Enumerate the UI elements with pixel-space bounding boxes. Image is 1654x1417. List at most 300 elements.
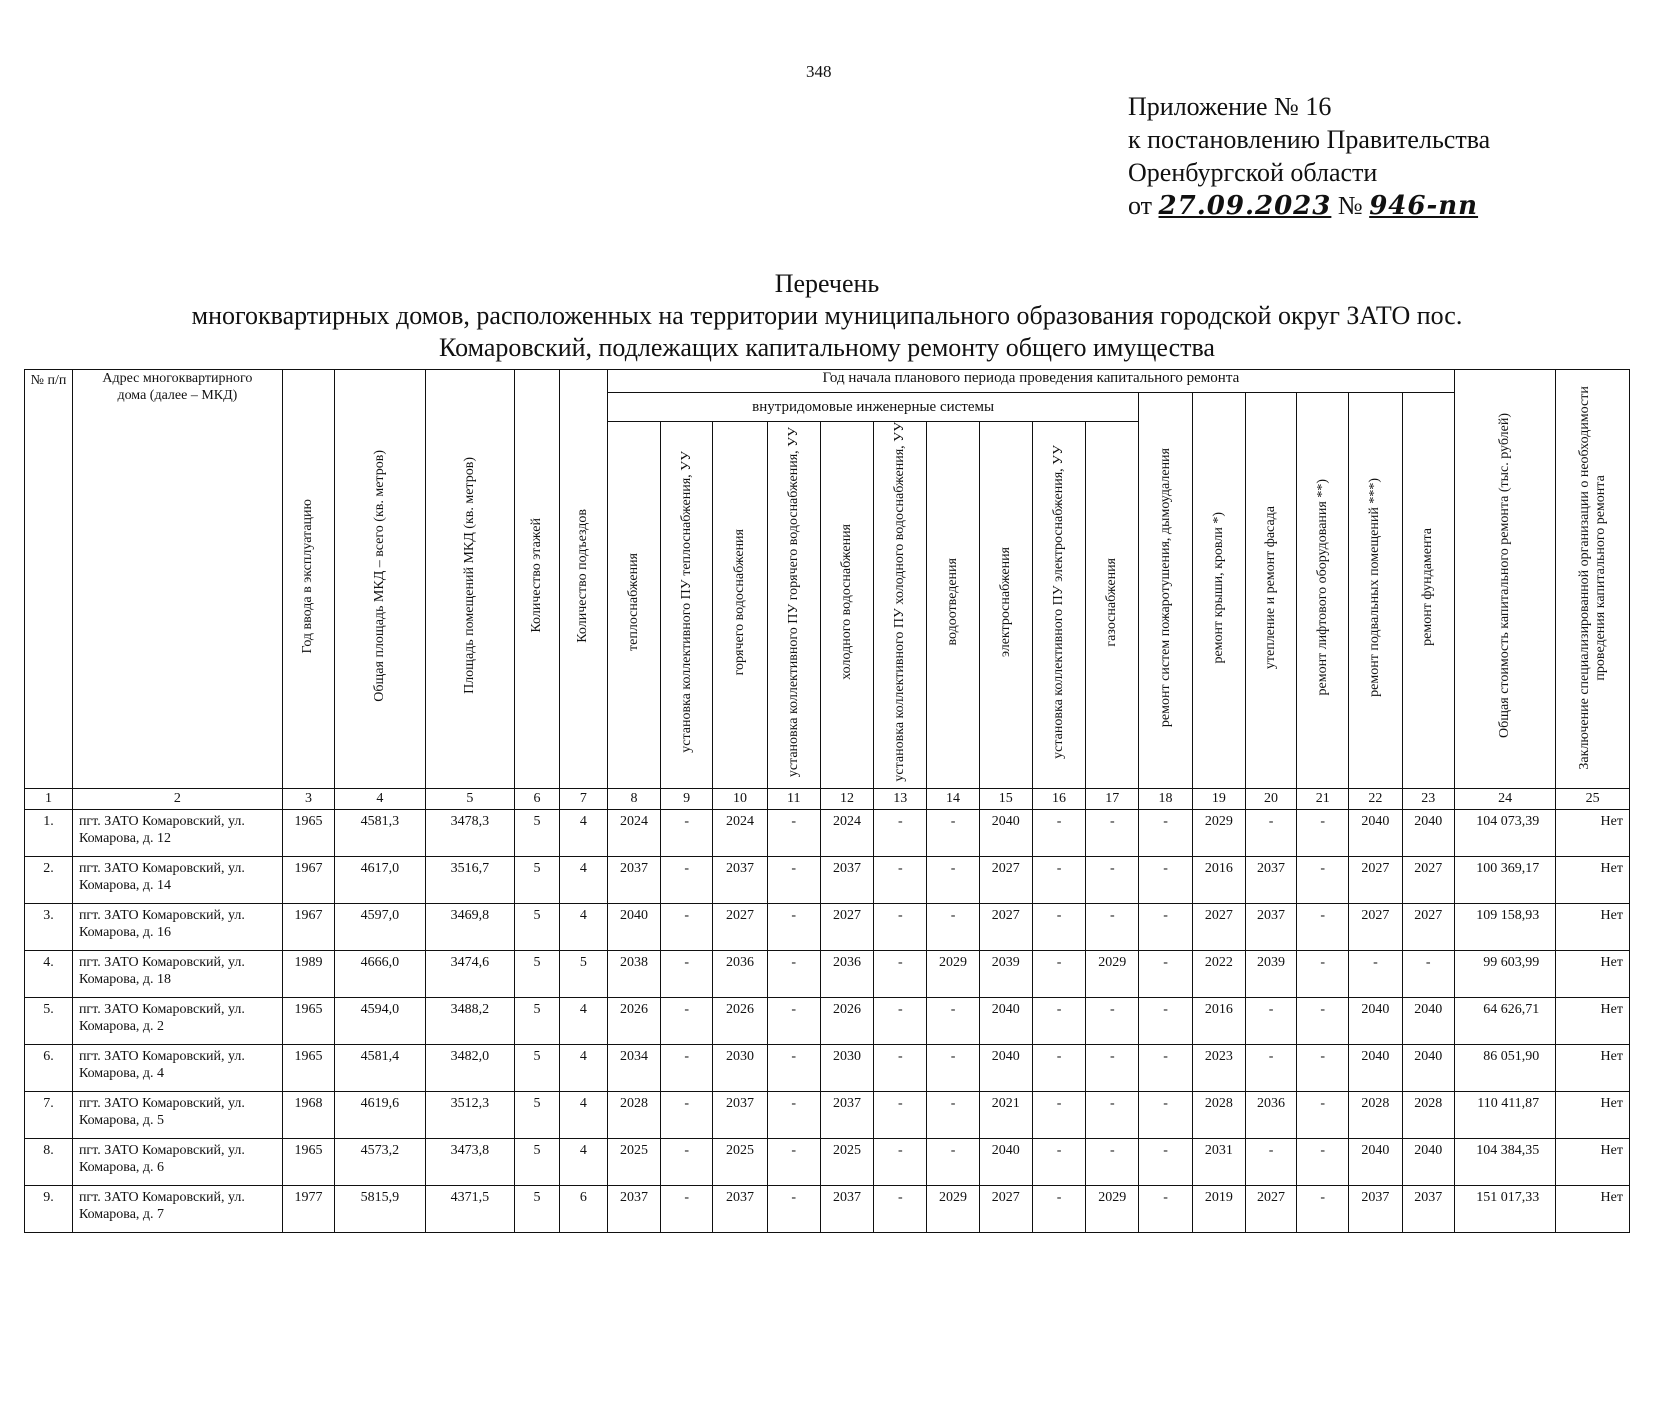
table-cell: 2037 xyxy=(607,856,660,903)
table-cell: 5 xyxy=(515,1185,560,1232)
table-cell: 2023 xyxy=(1192,1044,1245,1091)
table-cell: 2040 xyxy=(607,903,660,950)
table-cell: 2027 xyxy=(979,903,1032,950)
table-cell: 3473,8 xyxy=(425,1138,515,1185)
table-cell: - xyxy=(767,997,820,1044)
table-cell: 4573,2 xyxy=(335,1138,426,1185)
table-cell: 2025 xyxy=(820,1138,873,1185)
table-cell: - xyxy=(1297,1044,1349,1091)
table-cell: - xyxy=(1086,997,1139,1044)
table-cell: - xyxy=(1139,1091,1192,1138)
table-cell: - xyxy=(661,809,713,856)
table-cell: - xyxy=(874,1185,927,1232)
header-address: Адрес многоквартирного дома (далее – МКД) xyxy=(72,370,282,789)
header-cold-water-pu: установка коллективного ПУ холодного водоснабжения, УУ xyxy=(874,422,927,789)
cell-total-cost: 100 369,17 xyxy=(1454,856,1555,903)
table-cell: 2040 xyxy=(1349,1138,1402,1185)
cell-address: пгт. ЗАТО Комаровский, ул. Комарова, д. 12 xyxy=(72,809,282,856)
table-cell: 2026 xyxy=(820,997,873,1044)
cell-total-cost: 86 051,90 xyxy=(1454,1044,1555,1091)
header-drainage: водоотведения xyxy=(927,422,979,789)
table-cell: 5 xyxy=(515,997,560,1044)
table-cell: 2025 xyxy=(713,1138,767,1185)
table-cell: 4 xyxy=(559,1138,607,1185)
column-number-cell: 6 xyxy=(515,788,560,809)
cell-conclusion: Нет xyxy=(1556,903,1630,950)
cell-row-number: 8. xyxy=(25,1138,73,1185)
column-number-cell: 10 xyxy=(713,788,767,809)
header-conclusion: Заключение специализированной организации о необходимости проведения капитального ремонта xyxy=(1556,370,1630,789)
header-roof: ремонт крыши, кровли *) xyxy=(1192,393,1245,789)
table-row xyxy=(25,809,1630,856)
header-hot-water: горячего водоснабжения xyxy=(713,422,767,789)
table-cell: 2026 xyxy=(713,997,767,1044)
table-cell: 2028 xyxy=(607,1091,660,1138)
header-facade: утепление и ремонт фасада xyxy=(1245,393,1296,789)
table-body xyxy=(25,788,1630,1232)
annex-ot: от xyxy=(1128,191,1153,220)
cell-total-cost: 151 017,33 xyxy=(1454,1185,1555,1232)
cell-row-number: 7. xyxy=(25,1091,73,1138)
cell-total-cost: 64 626,71 xyxy=(1454,997,1555,1044)
table-cell: - xyxy=(1032,997,1085,1044)
table-cell: 2040 xyxy=(1349,809,1402,856)
cell-total-cost: 99 603,99 xyxy=(1454,950,1555,997)
table-cell: 4619,6 xyxy=(335,1091,426,1138)
table-cell: 4 xyxy=(559,809,607,856)
annex-line-1: Приложение № 16 xyxy=(1128,92,1332,121)
column-number-cell: 7 xyxy=(559,788,607,809)
table-cell: 2016 xyxy=(1192,856,1245,903)
cell-address: пгт. ЗАТО Комаровский, ул. Комарова, д. 16 xyxy=(72,903,282,950)
header-entrances: Количество подъездов xyxy=(559,370,607,789)
table-cell: 2024 xyxy=(607,809,660,856)
header-foundation: ремонт фундамента xyxy=(1402,393,1454,789)
table-cell: 2027 xyxy=(1245,1185,1296,1232)
table-cell: - xyxy=(767,950,820,997)
column-number-row xyxy=(25,788,1630,809)
table-cell: - xyxy=(1297,1091,1349,1138)
header-floors: Количество этажей xyxy=(515,370,560,789)
table-cell: - xyxy=(927,856,979,903)
table-cell: 5 xyxy=(515,809,560,856)
table-cell: - xyxy=(661,1138,713,1185)
table-cell: - xyxy=(1139,1044,1192,1091)
table-cell: 4581,3 xyxy=(335,809,426,856)
column-number-cell: 14 xyxy=(927,788,979,809)
table-cell: - xyxy=(1297,903,1349,950)
table-cell: 2029 xyxy=(1086,1185,1139,1232)
table-cell: 2019 xyxy=(1192,1185,1245,1232)
table-cell: 2029 xyxy=(1086,950,1139,997)
table-cell: - xyxy=(1032,1138,1085,1185)
table-cell: 2036 xyxy=(713,950,767,997)
column-number-cell: 12 xyxy=(820,788,873,809)
table-cell: 1967 xyxy=(282,856,334,903)
column-number-cell: 5 xyxy=(425,788,515,809)
table-cell: 3469,8 xyxy=(425,903,515,950)
cell-total-cost: 110 411,87 xyxy=(1454,1091,1555,1138)
table-cell: 1965 xyxy=(282,809,334,856)
table-cell: 5 xyxy=(559,950,607,997)
table-cell: - xyxy=(1349,950,1402,997)
table-cell: 1968 xyxy=(282,1091,334,1138)
table-cell: 2038 xyxy=(607,950,660,997)
table-cell: 5 xyxy=(515,1091,560,1138)
table-cell: 2037 xyxy=(713,856,767,903)
table-cell: 2037 xyxy=(713,1185,767,1232)
table-cell: 6 xyxy=(559,1185,607,1232)
cell-conclusion: Нет xyxy=(1556,997,1630,1044)
title-line-1: Перечень xyxy=(774,269,880,298)
table-cell: 2027 xyxy=(1402,903,1454,950)
column-number-cell: 22 xyxy=(1349,788,1402,809)
table-cell: - xyxy=(874,1138,927,1185)
table-row xyxy=(25,856,1630,903)
table-cell: - xyxy=(661,1091,713,1138)
table-cell: 2029 xyxy=(927,1185,979,1232)
table-cell: 2027 xyxy=(1402,856,1454,903)
table-cell: - xyxy=(1245,1138,1296,1185)
table-cell: 3482,0 xyxy=(425,1044,515,1091)
table-cell: 2024 xyxy=(713,809,767,856)
table-cell: 2027 xyxy=(1192,903,1245,950)
header-hot-water-pu: установка коллективного ПУ горячего водоснабжения, УУ xyxy=(767,422,820,789)
header-cold-water: холодного водоснабжения xyxy=(820,422,873,789)
table-cell: 2021 xyxy=(979,1091,1032,1138)
table-cell: - xyxy=(874,903,927,950)
table-cell: 2031 xyxy=(1192,1138,1245,1185)
table-cell: 2022 xyxy=(1192,950,1245,997)
table-cell: 5 xyxy=(515,950,560,997)
table-cell: - xyxy=(927,997,979,1044)
table-cell: 2028 xyxy=(1402,1091,1454,1138)
cell-conclusion: Нет xyxy=(1556,1091,1630,1138)
table-cell: 2029 xyxy=(1192,809,1245,856)
annex-no: № xyxy=(1337,191,1363,220)
table-cell: - xyxy=(1032,856,1085,903)
table-row xyxy=(25,903,1630,950)
table-row xyxy=(25,1044,1630,1091)
column-number-cell: 4 xyxy=(335,788,426,809)
cell-conclusion: Нет xyxy=(1556,856,1630,903)
document-title xyxy=(60,268,1594,364)
table-cell: 2040 xyxy=(979,809,1032,856)
title-line-3: Комаровский, подлежащих капитальному ремонту общего имущества xyxy=(439,333,1215,362)
column-number-cell: 9 xyxy=(661,788,713,809)
table-cell: - xyxy=(1032,809,1085,856)
table-cell: 4617,0 xyxy=(335,856,426,903)
table-cell: - xyxy=(661,1044,713,1091)
column-number-cell: 8 xyxy=(607,788,660,809)
table-row xyxy=(25,1185,1630,1232)
title-line-2: многоквартирных домов, расположенных на территории муниципального образования городской округ ЗАТО пос. xyxy=(191,301,1463,330)
table-cell: 2037 xyxy=(820,1091,873,1138)
table-cell: 2040 xyxy=(1349,1044,1402,1091)
header-elevator: ремонт лифтового оборудования **) xyxy=(1297,393,1349,789)
annex-line-3: Оренбургской области xyxy=(1128,158,1378,187)
table-cell: - xyxy=(927,903,979,950)
table-cell: - xyxy=(1032,950,1085,997)
table-row xyxy=(25,1091,1630,1138)
column-number-cell: 1 xyxy=(25,788,73,809)
header-period-group: Год начала планового периода проведения капитального ремонта xyxy=(607,370,1454,393)
header-gas: газоснабжения xyxy=(1086,422,1139,789)
table-cell: - xyxy=(1139,1185,1192,1232)
table-cell: - xyxy=(1086,1138,1139,1185)
header-year-commission: Год ввода в эксплуатацию xyxy=(282,370,334,789)
table-cell: 5815,9 xyxy=(335,1185,426,1232)
table-cell: - xyxy=(1297,950,1349,997)
header-num: № п/п xyxy=(25,370,73,789)
cell-row-number: 5. xyxy=(25,997,73,1044)
annex-number: 946-пп xyxy=(1369,191,1479,221)
page-number: 348 xyxy=(806,62,832,81)
table-cell: - xyxy=(874,1044,927,1091)
table-cell: 5 xyxy=(515,856,560,903)
table-cell: - xyxy=(874,1091,927,1138)
cell-total-cost: 104 384,35 xyxy=(1454,1138,1555,1185)
table-cell: 3488,2 xyxy=(425,997,515,1044)
table-cell: 1989 xyxy=(282,950,334,997)
table-cell: 2037 xyxy=(607,1185,660,1232)
table-cell: 1977 xyxy=(282,1185,334,1232)
cell-row-number: 6. xyxy=(25,1044,73,1091)
table-cell: - xyxy=(874,856,927,903)
column-number-cell: 23 xyxy=(1402,788,1454,809)
table-cell: - xyxy=(1139,856,1192,903)
table-cell: - xyxy=(767,809,820,856)
table-cell: 2037 xyxy=(1245,856,1296,903)
cell-address: пгт. ЗАТО Комаровский, ул. Комарова, д. 14 xyxy=(72,856,282,903)
table-cell: 1967 xyxy=(282,903,334,950)
table-cell: 2037 xyxy=(713,1091,767,1138)
table-cell: 2026 xyxy=(607,997,660,1044)
annex-line-2: к постановлению Правительства xyxy=(1128,125,1491,154)
table-cell: 2027 xyxy=(1349,856,1402,903)
table-cell: - xyxy=(1297,1185,1349,1232)
table-cell: - xyxy=(767,1185,820,1232)
column-number-cell: 15 xyxy=(979,788,1032,809)
cell-total-cost: 104 073,39 xyxy=(1454,809,1555,856)
table-cell: 4597,0 xyxy=(335,903,426,950)
table-cell: 4 xyxy=(559,903,607,950)
table-cell: - xyxy=(1086,1044,1139,1091)
header-engineering-group: внутридомовые инженерные системы xyxy=(607,393,1139,422)
table-cell: - xyxy=(927,1044,979,1091)
cell-conclusion: Нет xyxy=(1556,950,1630,997)
table-cell: 4 xyxy=(559,856,607,903)
table-cell: 2036 xyxy=(1245,1091,1296,1138)
header-premises-area: Площадь помещений МКД (кв. метров) xyxy=(425,370,515,789)
table-row xyxy=(25,997,1630,1044)
table-cell: 2040 xyxy=(1402,1044,1454,1091)
table-cell: 4581,4 xyxy=(335,1044,426,1091)
header-total-cost: Общая стоимость капитального ремонта (тыс. рублей) xyxy=(1454,370,1555,789)
table-cell: - xyxy=(1297,997,1349,1044)
column-number-cell: 24 xyxy=(1454,788,1555,809)
table-cell: 4666,0 xyxy=(335,950,426,997)
table-cell: - xyxy=(1245,1044,1296,1091)
table-cell: - xyxy=(1032,903,1085,950)
cell-row-number: 4. xyxy=(25,950,73,997)
column-number-cell: 21 xyxy=(1297,788,1349,809)
column-number-cell: 13 xyxy=(874,788,927,809)
annex-line-4 xyxy=(1128,189,1490,223)
table-cell: - xyxy=(767,1044,820,1091)
column-number-cell: 11 xyxy=(767,788,820,809)
table-cell: 2028 xyxy=(1192,1091,1245,1138)
table-cell: 1965 xyxy=(282,1044,334,1091)
table-cell: - xyxy=(874,950,927,997)
header-total-area: Общая площадь МКД – всего (кв. метров) xyxy=(335,370,426,789)
table-cell: - xyxy=(1139,809,1192,856)
column-number-cell: 18 xyxy=(1139,788,1192,809)
column-number-cell: 17 xyxy=(1086,788,1139,809)
table-cell: 5 xyxy=(515,1044,560,1091)
column-number-cell: 3 xyxy=(282,788,334,809)
cell-conclusion: Нет xyxy=(1556,1185,1630,1232)
table-cell: 2028 xyxy=(1349,1091,1402,1138)
table-cell: 2024 xyxy=(820,809,873,856)
annex-block xyxy=(1128,90,1490,223)
table-row xyxy=(25,950,1630,997)
table-cell: 5 xyxy=(515,903,560,950)
table-cell: 2040 xyxy=(1402,997,1454,1044)
table-cell: - xyxy=(767,856,820,903)
cell-row-number: 2. xyxy=(25,856,73,903)
table-cell: 2025 xyxy=(607,1138,660,1185)
table-cell: 2027 xyxy=(1349,903,1402,950)
table-cell: - xyxy=(1032,1185,1085,1232)
table-cell: 2037 xyxy=(1349,1185,1402,1232)
table-cell: - xyxy=(1086,1091,1139,1138)
table-cell: 2040 xyxy=(1402,809,1454,856)
cell-conclusion: Нет xyxy=(1556,1138,1630,1185)
column-number-cell: 20 xyxy=(1245,788,1296,809)
table-cell: 4 xyxy=(559,1091,607,1138)
table-cell: - xyxy=(1245,809,1296,856)
header-electricity: электроснабжения xyxy=(979,422,1032,789)
table-cell: 2040 xyxy=(979,1044,1032,1091)
table-cell: 3516,7 xyxy=(425,856,515,903)
cell-address: пгт. ЗАТО Комаровский, ул. Комарова, д. 18 xyxy=(72,950,282,997)
table-row xyxy=(25,1138,1630,1185)
table-cell: - xyxy=(1086,903,1139,950)
table-cell: 2037 xyxy=(820,1185,873,1232)
table-cell: - xyxy=(1086,856,1139,903)
table-cell: 2037 xyxy=(1245,903,1296,950)
table-cell: - xyxy=(1297,856,1349,903)
header-heat: теплоснабжения xyxy=(607,422,660,789)
buildings-table xyxy=(24,369,1630,1233)
table-cell: - xyxy=(1032,1091,1085,1138)
table-cell: - xyxy=(661,856,713,903)
table-cell: - xyxy=(1139,997,1192,1044)
table-cell: 2040 xyxy=(1349,997,1402,1044)
table-cell: - xyxy=(874,997,927,1044)
table-cell: 1965 xyxy=(282,1138,334,1185)
cell-address: пгт. ЗАТО Комаровский, ул. Комарова, д. 6 xyxy=(72,1138,282,1185)
header-electricity-pu: установка коллективного ПУ электроснабжения, УУ xyxy=(1032,422,1085,789)
table-cell: 2027 xyxy=(979,1185,1032,1232)
table-cell: 2039 xyxy=(979,950,1032,997)
table-cell: 2030 xyxy=(713,1044,767,1091)
cell-row-number: 3. xyxy=(25,903,73,950)
table-cell: 2036 xyxy=(820,950,873,997)
header-basement: ремонт подвальных помещений ***) xyxy=(1349,393,1402,789)
cell-conclusion: Нет xyxy=(1556,1044,1630,1091)
table-cell: 3474,6 xyxy=(425,950,515,997)
cell-row-number: 1. xyxy=(25,809,73,856)
table-cell: 2034 xyxy=(607,1044,660,1091)
table-cell: 4 xyxy=(559,997,607,1044)
cell-row-number: 9. xyxy=(25,1185,73,1232)
table-cell: 3478,3 xyxy=(425,809,515,856)
cell-conclusion: Нет xyxy=(1556,809,1630,856)
cell-address: пгт. ЗАТО Комаровский, ул. Комарова, д. 5 xyxy=(72,1091,282,1138)
table-cell: - xyxy=(661,903,713,950)
table-cell: 2040 xyxy=(1402,1138,1454,1185)
table-cell: - xyxy=(874,809,927,856)
table-cell: - xyxy=(1139,903,1192,950)
table-cell: 2027 xyxy=(713,903,767,950)
header-heat-pu: установка коллективного ПУ теплоснабжения, УУ xyxy=(661,422,713,789)
table-cell: - xyxy=(1402,950,1454,997)
table-cell: - xyxy=(927,809,979,856)
table-cell: - xyxy=(767,1138,820,1185)
table-cell: 2040 xyxy=(979,1138,1032,1185)
table-cell: - xyxy=(1032,1044,1085,1091)
table-cell: 2027 xyxy=(979,856,1032,903)
table-cell: 2037 xyxy=(820,856,873,903)
table-cell: - xyxy=(661,997,713,1044)
table-cell: 2040 xyxy=(979,997,1032,1044)
table-cell: - xyxy=(661,950,713,997)
table-cell: 2030 xyxy=(820,1044,873,1091)
table-cell: 4 xyxy=(559,1044,607,1091)
cell-total-cost: 109 158,93 xyxy=(1454,903,1555,950)
table-cell: 2016 xyxy=(1192,997,1245,1044)
table-cell: 4594,0 xyxy=(335,997,426,1044)
table-cell: 5 xyxy=(515,1138,560,1185)
annex-date: 27.09.2023 xyxy=(1158,191,1332,221)
column-number-cell: 2 xyxy=(72,788,282,809)
table-cell: 4371,5 xyxy=(425,1185,515,1232)
table-cell: - xyxy=(767,903,820,950)
column-number-cell: 19 xyxy=(1192,788,1245,809)
table-cell: - xyxy=(1297,809,1349,856)
table-cell: - xyxy=(661,1185,713,1232)
table-cell: - xyxy=(767,1091,820,1138)
column-number-cell: 16 xyxy=(1032,788,1085,809)
table-cell: 2027 xyxy=(820,903,873,950)
column-number-cell: 25 xyxy=(1556,788,1630,809)
cell-address: пгт. ЗАТО Комаровский, ул. Комарова, д. 2 xyxy=(72,997,282,1044)
table-cell: 2037 xyxy=(1402,1185,1454,1232)
table-cell: - xyxy=(1086,809,1139,856)
header-fire-systems: ремонт систем пожаротушения, дымоудаления xyxy=(1139,393,1192,789)
cell-address: пгт. ЗАТО Комаровский, ул. Комарова, д. 4 xyxy=(72,1044,282,1091)
cell-address: пгт. ЗАТО Комаровский, ул. Комарова, д. 7 xyxy=(72,1185,282,1232)
table-cell: - xyxy=(927,1138,979,1185)
table-cell: - xyxy=(1297,1138,1349,1185)
table-cell: - xyxy=(1139,1138,1192,1185)
table-cell: 3512,3 xyxy=(425,1091,515,1138)
table-cell: - xyxy=(1245,997,1296,1044)
table-cell: 2039 xyxy=(1245,950,1296,997)
table-cell: - xyxy=(1139,950,1192,997)
